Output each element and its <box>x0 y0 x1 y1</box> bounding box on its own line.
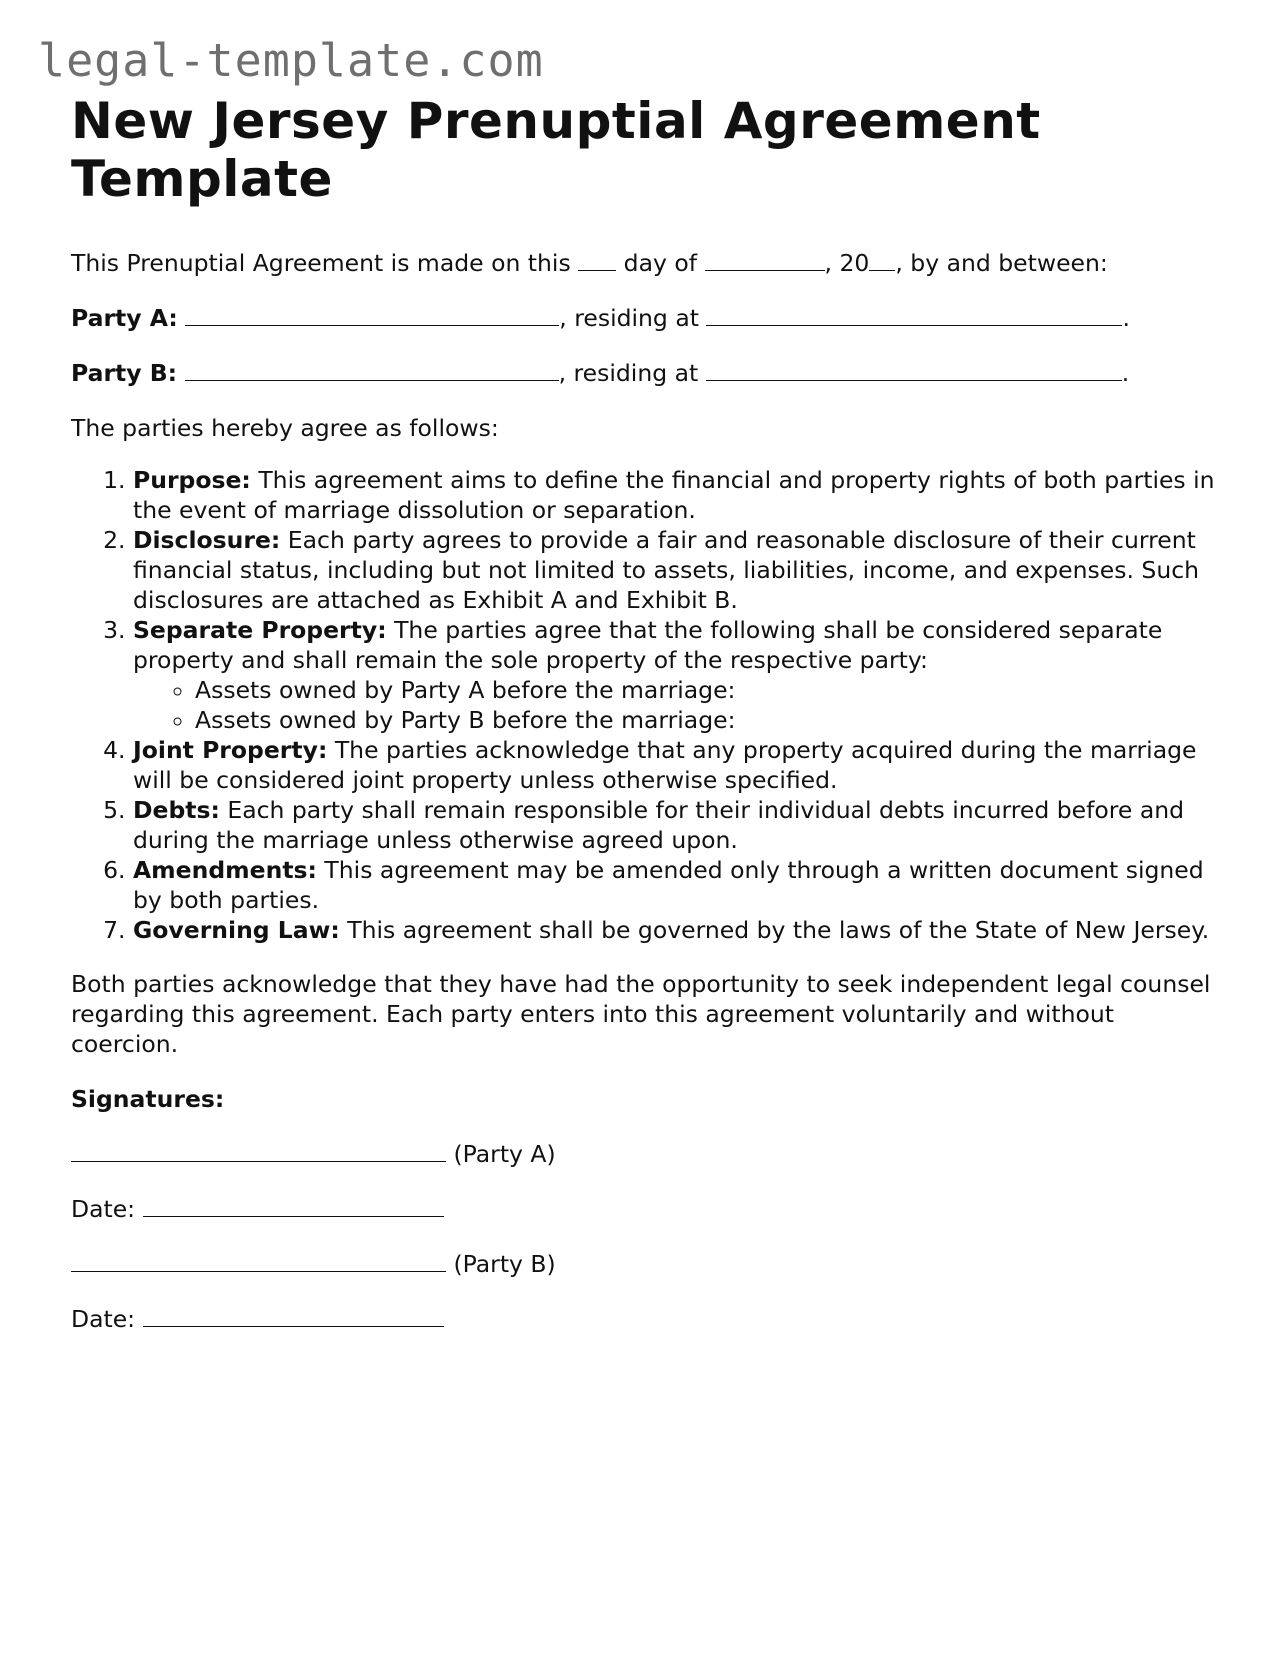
document-title: New Jersey Prenuptial Agreement Template <box>71 92 1041 208</box>
document-body <box>71 92 1221 1334</box>
acknowledgment-paragraph: Both parties acknowledge that they have had the opportunity to seek independent legal counsel regarding this agreement. Each party enters into this agreement voluntarily and without coercion. <box>71 970 1211 1058</box>
date-label: Date: <box>71 1305 136 1333</box>
term-text: The parties acknowledge that any property acquired during the marriage will be considered joint property unless otherwise specified. <box>133 736 1197 794</box>
sub-item: ◦ Assets owned by Party A before the marriage: <box>195 675 1221 705</box>
party-a-signature-label: (Party A) <box>446 1140 556 1168</box>
party-b-signature-line <box>71 1249 1221 1279</box>
term-debts <box>133 795 1221 855</box>
party-a-signature-blank <box>71 1139 446 1162</box>
party-b-date-line <box>71 1304 1221 1334</box>
term-joint-property <box>133 735 1221 795</box>
party-a-end: . <box>1122 304 1130 332</box>
term-text: This agreement may be amended only through a written document signed by both parties. <box>133 856 1204 914</box>
term-disclosure <box>133 525 1221 615</box>
term-title: Separate Property: <box>133 616 387 644</box>
party-a-name-blank <box>185 303 559 326</box>
sub-item: ◦ Assets owned by Party B before the marriage: <box>195 705 1221 735</box>
intro-paragraph <box>71 248 1221 278</box>
party-a-line <box>71 303 1221 333</box>
party-b-date-blank <box>143 1304 444 1327</box>
party-a-residing: , residing at <box>559 304 699 332</box>
party-a-signature-line <box>71 1139 1221 1169</box>
month-blank <box>705 248 825 271</box>
terms-list <box>71 465 1221 945</box>
term-text: Each party shall remain responsible for their individual debts incurred before and during the marriage unless otherwise agreed upon. <box>133 796 1185 854</box>
party-a-address-blank <box>706 303 1122 326</box>
term-title: Governing Law: <box>133 916 340 944</box>
term-governing-law <box>133 915 1221 945</box>
signatures-heading-text: Signatures: <box>71 1085 225 1113</box>
term-title: Joint Property: <box>133 736 328 764</box>
agreement-intro: The parties hereby agree as follows: <box>71 414 499 442</box>
party-a-label: Party A: <box>71 304 178 332</box>
date-label: Date: <box>71 1195 136 1223</box>
party-b-line <box>71 358 1221 388</box>
term-text: This agreement shall be governed by the laws of the State of New Jersey. <box>339 916 1210 944</box>
day-blank <box>578 248 616 271</box>
term-purpose <box>133 465 1221 525</box>
party-b-label: Party B: <box>71 359 178 387</box>
intro-text-4: , by and between: <box>895 249 1108 277</box>
signatures-heading <box>71 1084 1221 1114</box>
term-text: This agreement aims to define the financial and property rights of both parties in the event of marriage dissolution or separation. <box>133 466 1215 524</box>
term-title: Disclosure: <box>133 526 281 554</box>
intro-text-2: day of <box>623 249 698 277</box>
intro-text-3: , 20 <box>824 249 870 277</box>
party-a-date-line <box>71 1194 1221 1224</box>
separate-property-list <box>133 675 1221 735</box>
term-title: Debts: <box>133 796 220 824</box>
party-b-address-blank <box>706 358 1122 381</box>
term-text: The parties agree that the following shall be considered separate property and shall remain the sole property of the respective party: <box>133 616 1163 674</box>
term-title: Amendments: <box>133 856 317 884</box>
term-title: Purpose: <box>133 466 251 494</box>
term-separate-property <box>133 615 1221 735</box>
party-a-date-blank <box>143 1194 444 1217</box>
year-blank <box>869 248 895 271</box>
intro-text-1: This Prenuptial Agreement is made on this <box>71 249 571 277</box>
term-text: Each party agrees to provide a fair and reasonable disclosure of their current financial status, including but not limited to assets, liabilities, income, and expenses. Such disclosures are attached as Exhibit A and Exhibit B. <box>133 526 1200 614</box>
party-b-end: . <box>1121 359 1130 387</box>
party-b-residing: , residing at <box>558 359 699 387</box>
term-amendments <box>133 855 1221 915</box>
party-b-name-blank <box>185 358 559 381</box>
party-b-signature-label: (Party B) <box>446 1250 556 1278</box>
party-b-signature-blank <box>71 1249 446 1272</box>
watermark: legal-template.com <box>38 34 544 87</box>
